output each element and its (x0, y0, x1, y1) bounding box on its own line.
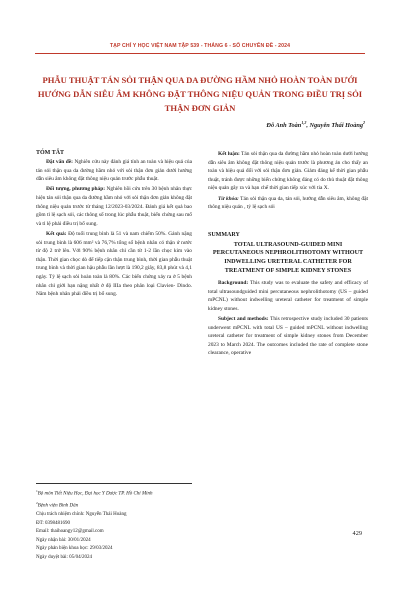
header-rule (35, 53, 365, 54)
affiliation-2 (36, 499, 192, 511)
author-name: Nguyễn Thái Hoàng (309, 122, 363, 130)
abstract-conclusion (208, 150, 368, 193)
abstract-aim-label: Đặt vấn đề: (46, 159, 73, 165)
date-reviewed: Ngày phản biện khoa học: 29/03/2024 (36, 546, 113, 552)
date-accepted: Ngày duyệt bài: 05/04/2024 (36, 554, 92, 560)
corresponding-author: Chịu trách nhiệm chính: Nguyễn Thái Hoàng (36, 512, 127, 518)
abstract-methods (36, 185, 192, 228)
abstract-methods-text: Nghiên hồi cứu trên 30 bệnh nhân thực hiện tán sỏi thận qua da đường hầm nhỏ với sỏi thận đơn giản không đặt thông niệu quản trước từ tháng 12/2023-03/2024. Đánh giá kết quả bao gồm tỉ lệ sạch sỏi, các thông số trong lúc phẫu thuật, biến chứng sau mổ và tỉ lệ phải điều trị bổ sung. (36, 186, 192, 227)
summary-background-text: This study was to evaluate the safety and efficacy of total ultrasoundguided mini percutaneous nephrolithotomy (US – guided mPCNL) without indwelling ureteral catheter for treatment of simple kidney stones. (208, 280, 368, 312)
affiliation-mark: 1 (36, 489, 38, 493)
affiliation-1 (36, 487, 192, 499)
summary-methods-text: This retrospective study included 30 patients underwent mPCNL with total US – guided mPCNL without indwelling ureteral catheter for treatment of simple kidney stones from December 2023 to March 2024. The outcomes included the rate of complete stone clearance, operative (208, 316, 368, 357)
date-received: Ngày nhận bài: 30/01/2024 (36, 537, 91, 543)
summary-methods-label: Subject and methods: (218, 316, 269, 323)
summary-background (208, 279, 368, 313)
footnotes (36, 483, 192, 562)
abstract-continuation (208, 150, 368, 212)
affiliation-2-text: Bệnh viện Bình Dân (37, 503, 79, 509)
author-affiliation-mark: 2 (363, 120, 365, 125)
summary-heading: SUMMARY (208, 231, 240, 238)
abstract-aim-text: Nghiên cứu này đánh giá tính an toàn và hiệu quả của tán sỏi thận qua da đường hầm nhỏ với sỏi thận đơn giản dưới hướng dẫn siêu âm không đặt thông niệu quản trước phẫu thuật. (36, 159, 192, 183)
abstract-heading: TÓM TẮT (36, 150, 65, 156)
affiliation-1-text: Bộ môn Tiết Niệu Học, Đại học Y Dược TP. Hồ Chí Minh (37, 491, 153, 497)
abstract-results-text: Độ tuổi trung bình là 51 và nam chiếm 50%. Gánh nặng sỏi trung bình là 606 mm² và 76,7% tổng số bệnh nhân có thận ứ nước từ độ 2 trở lên. Với 90% bệnh nhân chỉ cần từ 1-2 lần chọc kim vào thận. Thời gian chọc dò để tiếp cận thận trung bình, thời gian phẫu thuật trung bình và thời gian hậu phẫu lần lượt là 190,2 giây, 83,8 phút và 4,1 ngày. Tỷ lệ sạch sỏi hoàn toàn là 80%. Các biến chứng xảy ra ở 5 bệnh nhân chỉ giới hạn nặng nhất ở độ IIIa theo phân loại Clavien- Dindo. Năm bệnh nhân phải điều trị bổ sung. (36, 230, 192, 298)
abstract-keywords-label: Từ khóa: (218, 195, 239, 202)
summary-methods (208, 315, 368, 358)
right-column (208, 150, 368, 360)
english-title: TOTAL ULTRASOUND-GUIDED MINI PERCUTANEOUS NEPHROLITHOTOMY WITHOUT INDWELLING URETERAL CATHETER FOR TREATMENT OF SIMPLE KIDNEY STONES (212, 240, 364, 274)
summary-background-label: Background: (218, 280, 249, 287)
phone: ĐT: 0398481690 (36, 520, 71, 526)
left-column (36, 150, 192, 300)
abstract-conclusion-label: Kết luận: (218, 151, 240, 157)
abstract-results-label: Kết quả: (46, 230, 67, 237)
article-title: PHẪU THUẬT TÁN SỎI THẬN QUA DA ĐƯỜNG HẦM NHỎ HOÀN TOÀN DƯỚI HƯỚNG DẪN SIÊU ÂM KHÔNG ĐẶT THÔNG NIỆU QUẢN TRONG ĐIỀU TRỊ SỎI THẬN ĐƠN GIẢN (37, 75, 363, 113)
email: Email: thaihoangy12@gmail.com (36, 529, 104, 535)
affiliation-mark: 2 (36, 501, 38, 506)
abstract-aim (36, 158, 192, 184)
author-line (266, 120, 365, 129)
author-affiliation-mark: 1,2 (301, 120, 307, 125)
abstract-methods-label: Đối tượng, phương pháp: (46, 186, 106, 193)
abstract-keywords-text: Tán sỏi thận qua da, tán sỏi, hướng dẫn siêu âm, không đặt thông niệu quản , tỷ lệ sạch sỏi (208, 195, 369, 211)
running-header: TẠP CHÍ Y HỌC VIỆT NAM TẬP 539 - THÁNG 6 - SỐ CHUYÊN ĐỀ - 2024 (109, 43, 291, 49)
abstract-conclusion-text: Tán sỏi thận qua da đường hầm nhỏ hoàn toàn dưới hướng dẫn siêu âm không đặt thông niệu quản trước là phương án cho thấy an toàn và hiệu quả đối với sỏi thận đơn giản. Giảm đáng kể thời gian phẫu thuật, tránh được những biến chứng không đáng có do thủ thuật đặt thông niệu quản gây ra và hạn chế thời gian tiếp xúc với tia X. (208, 151, 368, 192)
abstract-keywords (208, 195, 368, 212)
author-separator: , (306, 122, 310, 130)
abstract-results (36, 230, 192, 299)
author-name: Đỗ Anh Toàn (266, 122, 302, 130)
page-number: 429 (352, 530, 362, 537)
